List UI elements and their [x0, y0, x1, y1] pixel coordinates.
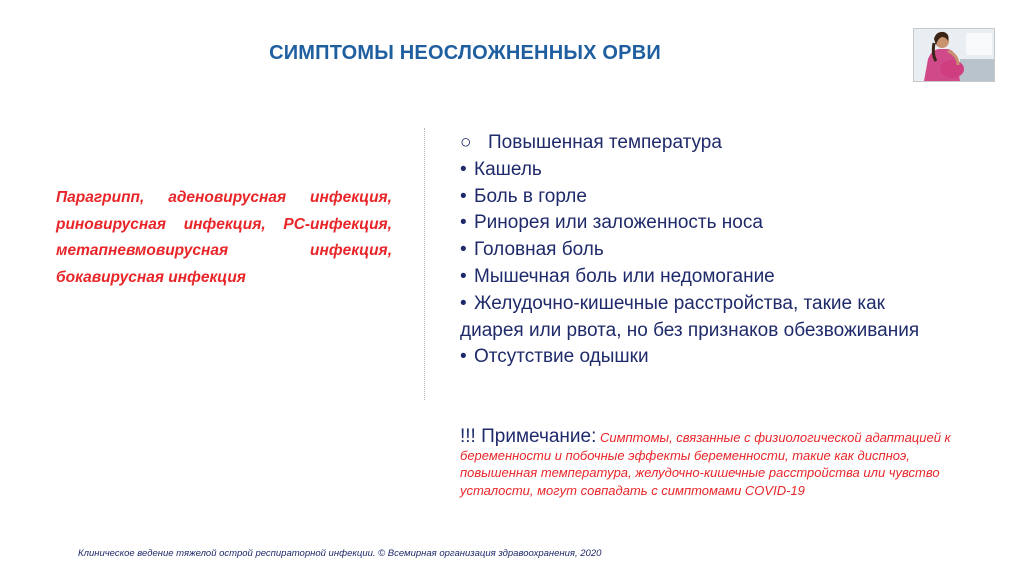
note-block	[460, 428, 960, 499]
infections-list: Парагрипп, аденовирусная инфекция, риновирусная инфекция, РС-инфекция, метапневмовирусная инфекция, бокавирусная инфекция	[56, 189, 392, 286]
list-item: • Боль в горле	[460, 184, 930, 211]
list-item: • Кашель	[460, 157, 930, 184]
symptoms-list	[460, 130, 930, 371]
bullet: •	[460, 212, 467, 234]
list-item: • Отсутствие одышки	[460, 344, 930, 371]
column-divider	[424, 128, 425, 400]
pregnant-woman-photo	[913, 28, 995, 82]
circle-bullet: ○	[460, 132, 472, 153]
bullet: •	[460, 185, 467, 207]
list-item: ○ Повышенная температура	[460, 130, 930, 157]
list-item: • Желудочно-кишечные расстройства, такие как диарея или рвота, но без признаков обезвоживания	[460, 292, 920, 341]
bullet: •	[460, 158, 467, 180]
bullet: •	[460, 239, 467, 261]
bullet: •	[460, 292, 467, 314]
page-title: СИМПТОМЫ НЕОСЛОЖНЕННЫХ ОРВИ	[269, 42, 661, 64]
pregnant-woman-icon	[914, 29, 994, 81]
list-item: • Головная боль	[460, 237, 930, 264]
list-item: • Мышечная боль или недомогание	[460, 264, 930, 291]
note-label: !!! Примечание:	[460, 426, 597, 447]
list-item: • Ринорея или заложенность носа	[460, 210, 930, 237]
source-footer: Клиническое ведение тяжелой острой респираторной инфекции. © Всемирная организация здравоохранения, 2020	[78, 548, 602, 559]
bullet: •	[460, 346, 467, 368]
note-text: Симптомы, связанные с физиологической адаптацией к беременности и побочные эффекты беременности, такие как диспноэ, повышенная температура, желудочно-кишечные расстройства или чувство усталости, могут совпадать с симптомами COVID-19	[460, 430, 951, 498]
bullet: •	[460, 265, 467, 287]
